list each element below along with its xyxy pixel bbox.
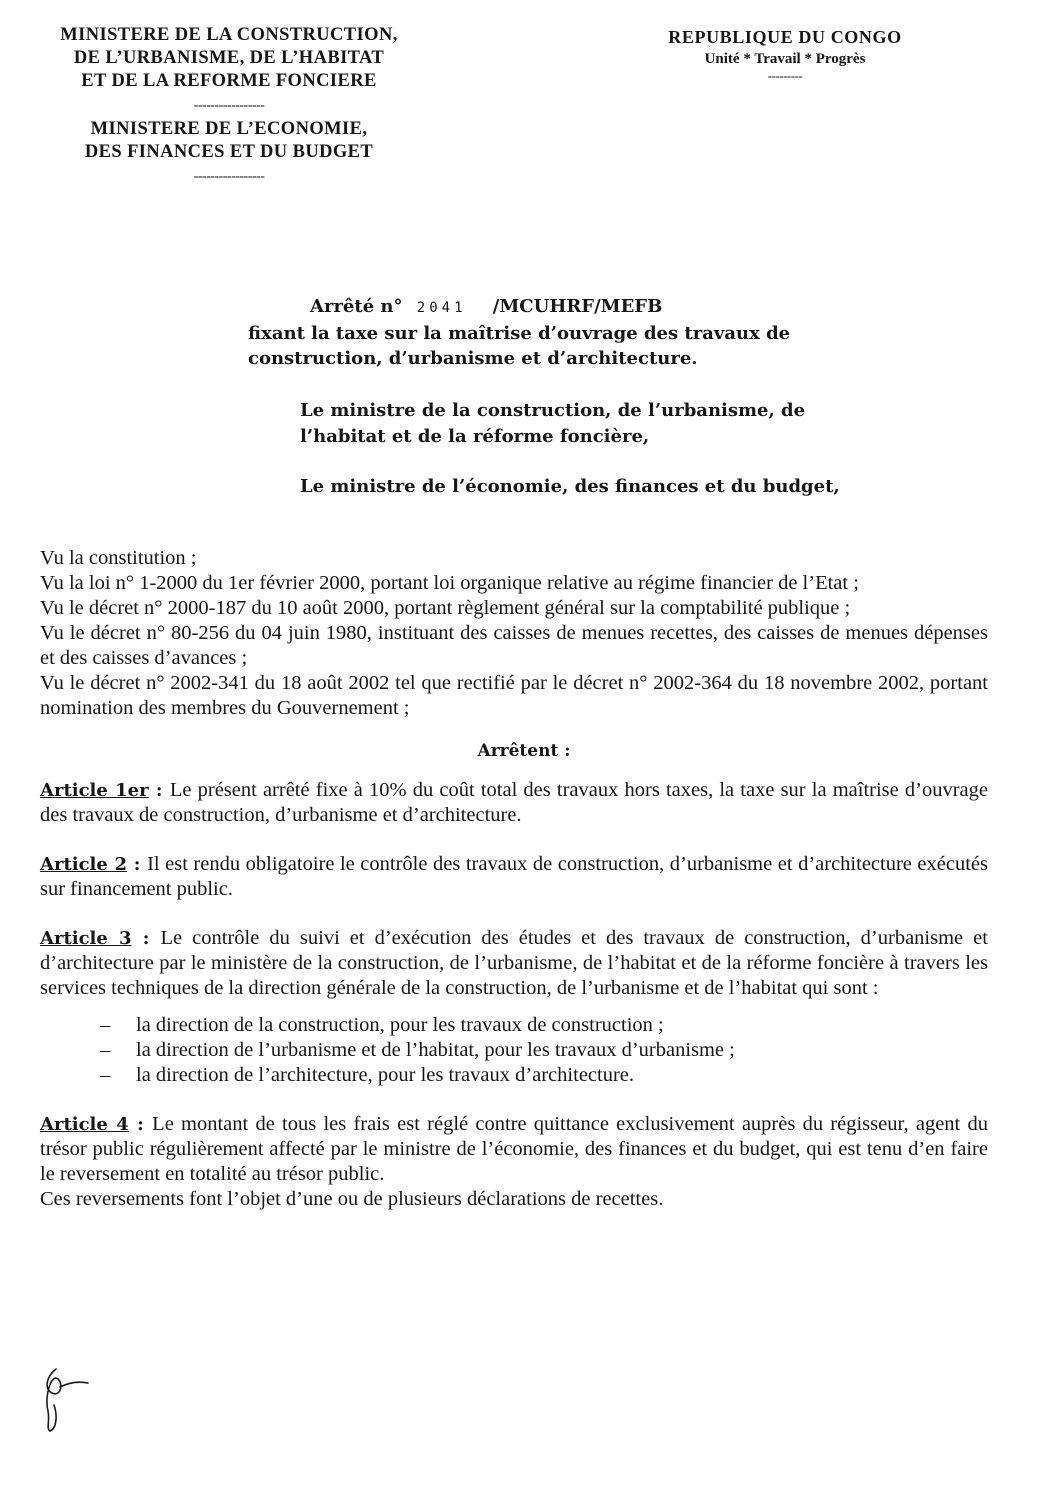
article-label: Article 1er [40,780,149,801]
article-3: Article 3 : Le contrôle du suivi et d’exécution des études et des travaux de construction, d’urbanisme et d’architecture par le ministère de la construction, de l’urbanisme, de l’habitat et de la réforme foncière à travers les services techniques de la direction générale de la construction, de l’urbanisme et de l’habitat qui sont : [40,927,988,999]
ministry-line: ET DE LA REFORME FONCIERE [81,71,377,91]
consideration: Vu le décret n° 2000-187 du 10 août 2000, portant règlement général sur la comptabilité publique ; [40,597,851,619]
ministry-line: DES FINANCES ET DU BUDGET [84,142,374,162]
ministers-block [300,398,940,524]
consideration: Vu le décret n° 80-256 du 04 juin 1980, instituant des caisses de menues recettes, des caisses de menues dépenses et des caisses d’avances ; [40,622,988,669]
article-text: Le présent arrêté fixe à 10% du coût total des travaux hors taxes, la taxe sur la maîtrise d’ouvrage des travaux de construction, d’urbanisme et d’architecture. [40,779,989,826]
article-1: Article 1er : Le présent arrêté fixe à 10% du coût total des travaux hors taxes, la taxe sur la maîtrise d’ouvrage des travaux de construction, d’urbanisme et d’architecture. [40,779,989,826]
article-label: Article 3 [40,928,132,949]
article-label: Article 4 [40,1114,129,1135]
minister-construction: Le ministre de la construction, de l’urbanisme, de l’habitat et de la réforme foncière, [300,400,806,447]
closing-statement: Ces reversements font l’objet d’une ou de plusieurs déclarations de recettes. [40,1188,664,1210]
national-motto: Unité * Travail * Progrès [704,51,866,67]
ministry-line: MINISTERE DE L’ECONOMIE, [90,119,368,139]
article-text: Le montant de tous les frais est réglé contre quittance exclusivement auprès du régisseur, agent du trésor public régulièrement affecté par le ministre de l’économie, des finances et du budget, qui est tenu d’en faire le reversement en totalité au trésor public. [40,1113,988,1185]
decree-prefix: Arrêté n° [310,296,403,317]
directions-list [40,1013,988,1088]
list-item: – la direction de la construction, pour les travaux de construction ; [100,1013,988,1038]
decree-number-line [248,294,888,321]
consideration: Vu la loi n° 1-2000 du 1er février 2000, portant loi organique relative au régime financier de l’Etat ; [40,572,859,594]
decree-body [40,546,988,1212]
article-text: Il est rendu obligatoire le contrôle des travaux de construction, d’urbanisme et d’architecture exécutés sur financement public. [40,853,988,900]
decree-number: 2041 [416,300,467,316]
ministry-line: DE L’URBANISME, DE L’HABITAT [73,48,385,68]
header-separator: ----------------- [193,98,265,113]
consideration: Vu le décret n° 2002-341 du 18 août 2002 tel que rectifié par le décret n° 2002-364 du 18 novembre 2002, portant nomination des membres du Gouvernement ; [40,672,988,719]
list-item: – la direction de l’urbanisme et de l’habitat, pour les travaux d’urbanisme ; [100,1038,988,1063]
initials-signature [38,1365,98,1435]
list-item: – la direction de l’architecture, pour les travaux d’architecture. [100,1063,988,1088]
republic-header [660,26,910,83]
ministry-line: MINISTERE DE LA CONSTRUCTION, [60,25,398,45]
consideration: Vu la constitution ; [40,547,197,569]
article-4: Article 4 : Le montant de tous les frais est réglé contre quittance exclusivement auprès du régisseur, agent du trésor public régulièrement affecté par le ministre de l’économie, des finances et du budget, qui est tenu d’en faire le reversement en totalité au trésor public. [40,1113,988,1185]
header-separator: --------- [767,68,803,83]
article-label: Article 2 [40,854,128,875]
header-separator: ----------------- [193,169,265,184]
decree-subject: fixant la taxe sur la maîtrise d’ouvrage des travaux de construction, d’urbanisme et d’architecture. [248,323,791,369]
ministry-header [24,24,434,189]
article-2: Article 2 : Il est rendu obligatoire le contrôle des travaux de construction, d’urbanisme et d’architecture exécutés sur financement public. [40,853,988,900]
article-text: Le contrôle du suivi et d’exécution des études et des travaux de construction, d’urbanisme et d’architecture par le ministère de la construction, de l’urbanisme, de l’habitat et de la réforme foncière à travers les services techniques de la direction générale de la construction, de l’urbanisme et de l’habitat qui sont : [40,927,988,999]
minister-economy: Le ministre de l’économie, des finances et du budget, [300,476,840,497]
decree-reference: /MCUHRF/MEFB [492,296,663,317]
arretent-heading: Arrêtent : [477,741,571,761]
decree-title [248,294,888,371]
republic-name: REPUBLIQUE DU CONGO [668,27,902,47]
